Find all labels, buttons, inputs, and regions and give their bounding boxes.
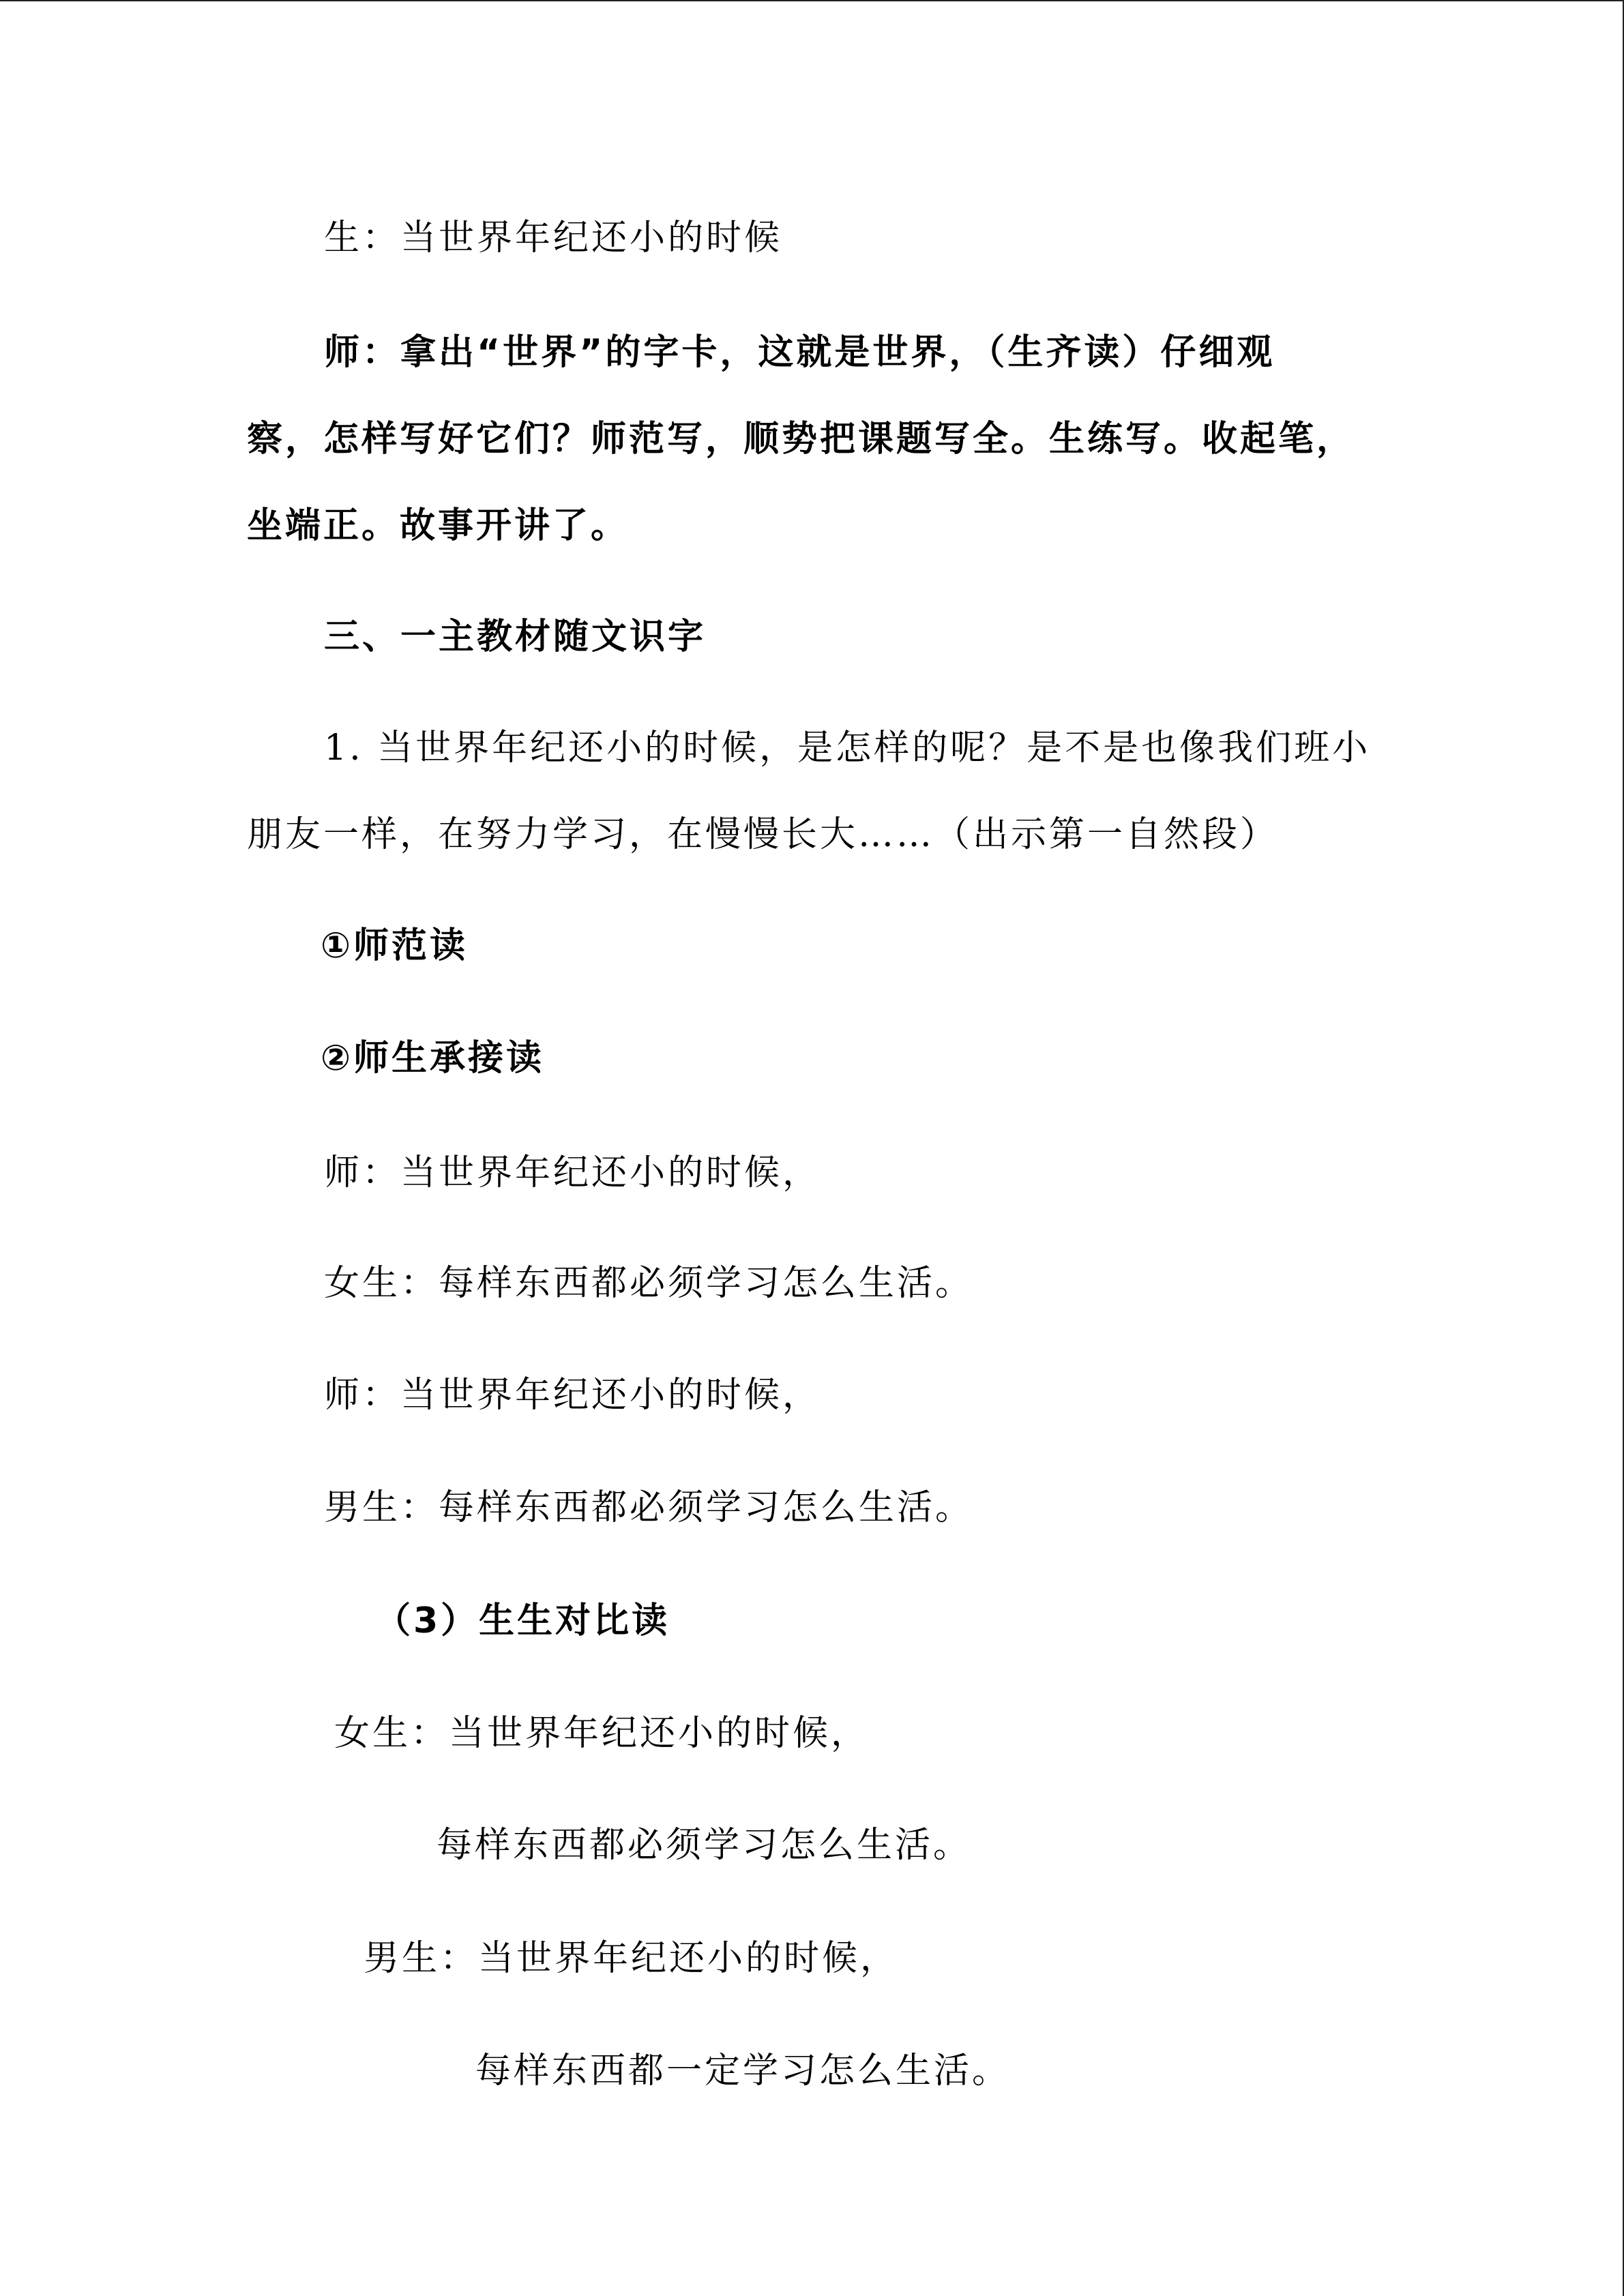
dialogue-line-girls-3: 每样东西都必须学习怎么生活。	[437, 1825, 972, 1866]
paragraph-1-line-1: 1. 当世界年纪还小的时候，是怎样的呢？是不是也像我们班小	[324, 728, 1371, 769]
teacher-instruction-line-3: 坐端正。故事开讲了。	[247, 505, 630, 546]
dialogue-line-girls-2: 女生：当世界年纪还小的时候，	[334, 1713, 870, 1754]
dialogue-line-boys-3: 每样东西都一定学习怎么生活。	[475, 2051, 1011, 2091]
paragraph-1-line-2: 朋友一样，在努力学习，在慢慢长大……（出示第一自然段）	[247, 814, 1279, 855]
dialogue-line-teacher-2: 师：当世界年纪还小的时候，	[324, 1375, 821, 1416]
dialogue-line-boys-2: 男生：当世界年纪还小的时候，	[364, 1938, 899, 1979]
dialogue-line-boys-1: 男生：每样东西都必须学习怎么生活。	[324, 1487, 974, 1528]
step-3-heading: （3）生生对比读	[375, 1600, 670, 1641]
teacher-instruction-line-2: 察，怎样写好它们？师范写，顺势把课题写全。生练写。收起笔，	[247, 419, 1355, 460]
dialogue-line-girls-1: 女生：每样东西都必须学习怎么生活。	[324, 1263, 974, 1304]
step-1-heading: ①师范读	[321, 925, 469, 966]
dialogue-line-student-1: 生：当世界年纪还小的时候	[324, 218, 783, 258]
section-heading: 三、一主教材随文识字	[324, 616, 707, 657]
teacher-instruction-line-1: 师：拿出“世界”的字卡，这就是世界，（生齐读）仔细观	[324, 332, 1275, 373]
dialogue-line-teacher-1: 师：当世界年纪还小的时候，	[324, 1152, 821, 1193]
step-2-heading: ②师生承接读	[321, 1038, 545, 1079]
